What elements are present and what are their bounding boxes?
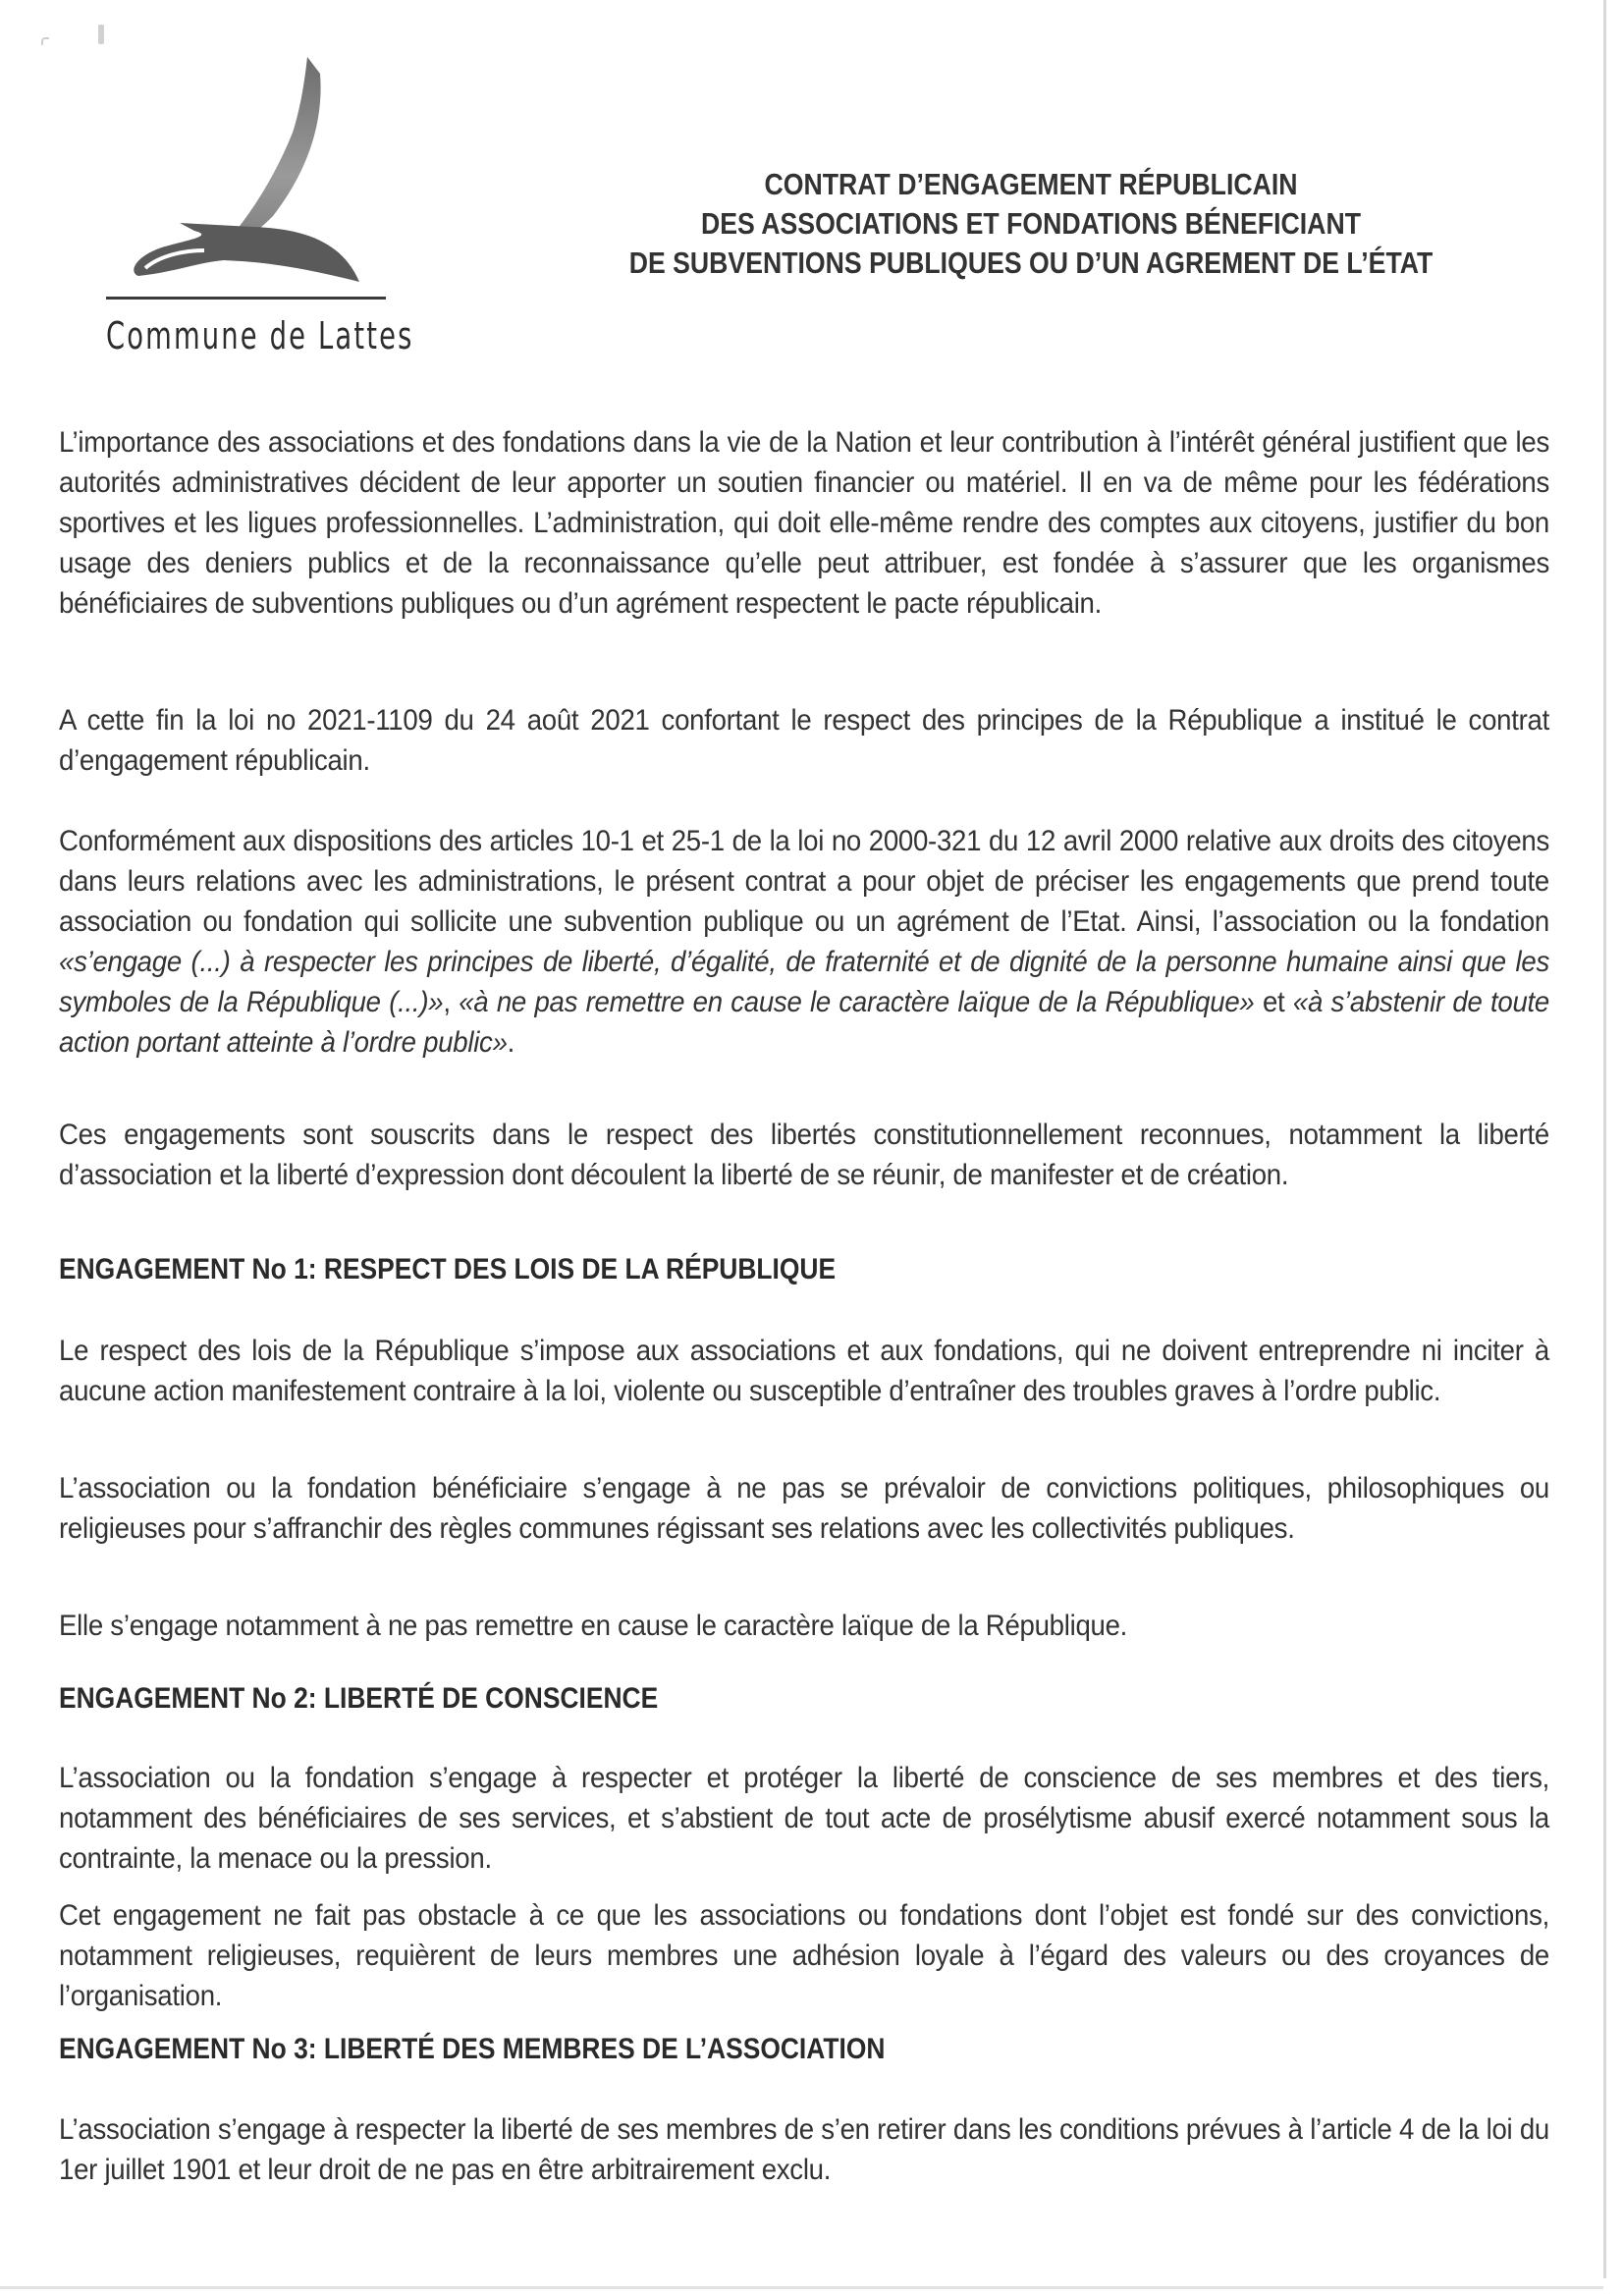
separator: et <box>1254 986 1293 1018</box>
engagement-1-heading: ENGAGEMENT No 1: RESPECT DES LOIS DE LA RÉPUBLIQUE <box>59 1253 837 1285</box>
separator: . <box>507 1026 515 1059</box>
engagement-3-paragraph-1: L’association s’engage à respecter la liberté de ses membres de s’en retirer dans les conditions prévues à l’article 4 de la loi du 1er juillet 1901 et leur droit de ne pas en être arbitrairement exclu. <box>59 2113 1549 2186</box>
quote-laicite: «à ne pas remettre en cause le caractère laïque de la République» <box>459 986 1255 1018</box>
title-line-3: DE SUBVENTIONS PUBLIQUES OU D’UN AGREMENT DE L’ÉTAT <box>628 246 1434 280</box>
quote-ordre-public: «à s’abstenir de toute action portant atteinte à l’ordre public» <box>59 986 1550 1059</box>
engagement-1-paragraph-2: L’association ou la fondation bénéficiaire s’engage à ne pas se prévaloir de convictions politiques, philosophiques ou religieuses pour s’affranchir des règles communes régissant ses relations avec les collectivités publiques. <box>59 1472 1549 1545</box>
stylized-L-brushstroke-icon <box>106 54 401 300</box>
intro-paragraph-2: A cette fin la loi no 2021-1109 du 24 août 2021 confortant le respect des principes de la République a institué le contrat d’engagement républicain. <box>59 704 1549 777</box>
scan-page-edge <box>0 2286 1603 2289</box>
engagement-2-paragraph-2: Cet engagement ne fait pas obstacle à ce que les associations ou fondations dont l’objet est fondé sur des convictions, notamment religieuses, requièrent de leurs membres une adhésion loyale à l’égard des valeurs ou des croyances de l’organisation. <box>59 1899 1549 2012</box>
engagement-3-heading: ENGAGEMENT No 3: LIBERTÉ DES MEMBRES DE L’ASSOCIATION <box>59 2033 886 2065</box>
engagement-2-heading: ENGAGEMENT No 2: LIBERTÉ DE CONSCIENCE <box>59 1682 659 1715</box>
intro-p3-text: Conformément aux dispositions des articles 10-1 et 25-1 de la loi no 2000-321 du 12 avril 2000 relative aux droits des citoyens dans leurs relations avec les administrations, le présent contrat a pour objet de préciser les engagements que prend toute association ou fondation qui sollicite une subvention publique ou un agrément de l’Etat. Ainsi, l’association ou la fondation <box>59 825 1549 938</box>
commune-logo <box>106 54 414 368</box>
title-line-2: DES ASSOCIATIONS ET FONDATIONS BÉNEFICIANT <box>701 206 1361 241</box>
scan-page-edge <box>1603 0 1606 2278</box>
title-line-1: CONTRAT D’ENGAGEMENT RÉPUBLICAIN <box>764 167 1298 201</box>
logo-divider <box>106 297 386 300</box>
quote-principles: «s’engage (...) à respecter les principes de liberté, d’égalité, de fraternité et de dignité de la personne humaine ainsi que les symboles de la République (...)» <box>59 946 1549 1018</box>
scan-artifact <box>41 37 49 45</box>
intro-paragraph-4: Ces engagements sont souscrits dans le respect des libertés constitutionnellement reconnues, notamment la liberté d’association et la liberté d’expression dont découlent la liberté de se réunir, de manifester et de création. <box>59 1119 1549 1191</box>
engagement-1-paragraph-1: Le respect des lois de la République s’impose aux associations et aux fondations, qui ne doivent entreprendre ni inciter à aucune action manifestement contraire à la loi, violente ou susceptible d’entraîner des troubles graves à l’ordre public. <box>59 1335 1549 1407</box>
document-title <box>567 165 1495 283</box>
scan-artifact <box>98 25 104 44</box>
commune-name: Commune de Lattes <box>106 314 414 357</box>
separator: , <box>443 986 460 1018</box>
intro-paragraph-1: L’importance des associations et des fondations dans la vie de la Nation et leur contribution à l’intérêt général justifient que les autorités administratives décident de leur apporter un soutien financier ou matériel. Il en va de même pour les fédérations sportives et les ligues professionnelles. L’administration, qui doit elle-même rendre des comptes aux citoyens, justifier du bon usage des deniers publics et de la reconnaissance qu’elle peut attribuer, est fondée à s’assurer que les organismes bénéficiaires de subventions publiques ou d’un agrément respectent le pacte républicain. <box>59 426 1549 620</box>
intro-paragraph-3 <box>59 821 1549 1063</box>
engagement-2-paragraph-1: L’association ou la fondation s’engage à respecter et protéger la liberté de conscience de ses membres et des tiers, notamment des bénéficiaires de ses services, et s’abstient de tout acte de prosélytisme abusif exercé notamment sous la contrainte, la menace ou la pression. <box>59 1762 1549 1875</box>
engagement-1-paragraph-3: Elle s’engage notamment à ne pas remettre en cause le caractère laïque de la République. <box>59 1610 1128 1642</box>
